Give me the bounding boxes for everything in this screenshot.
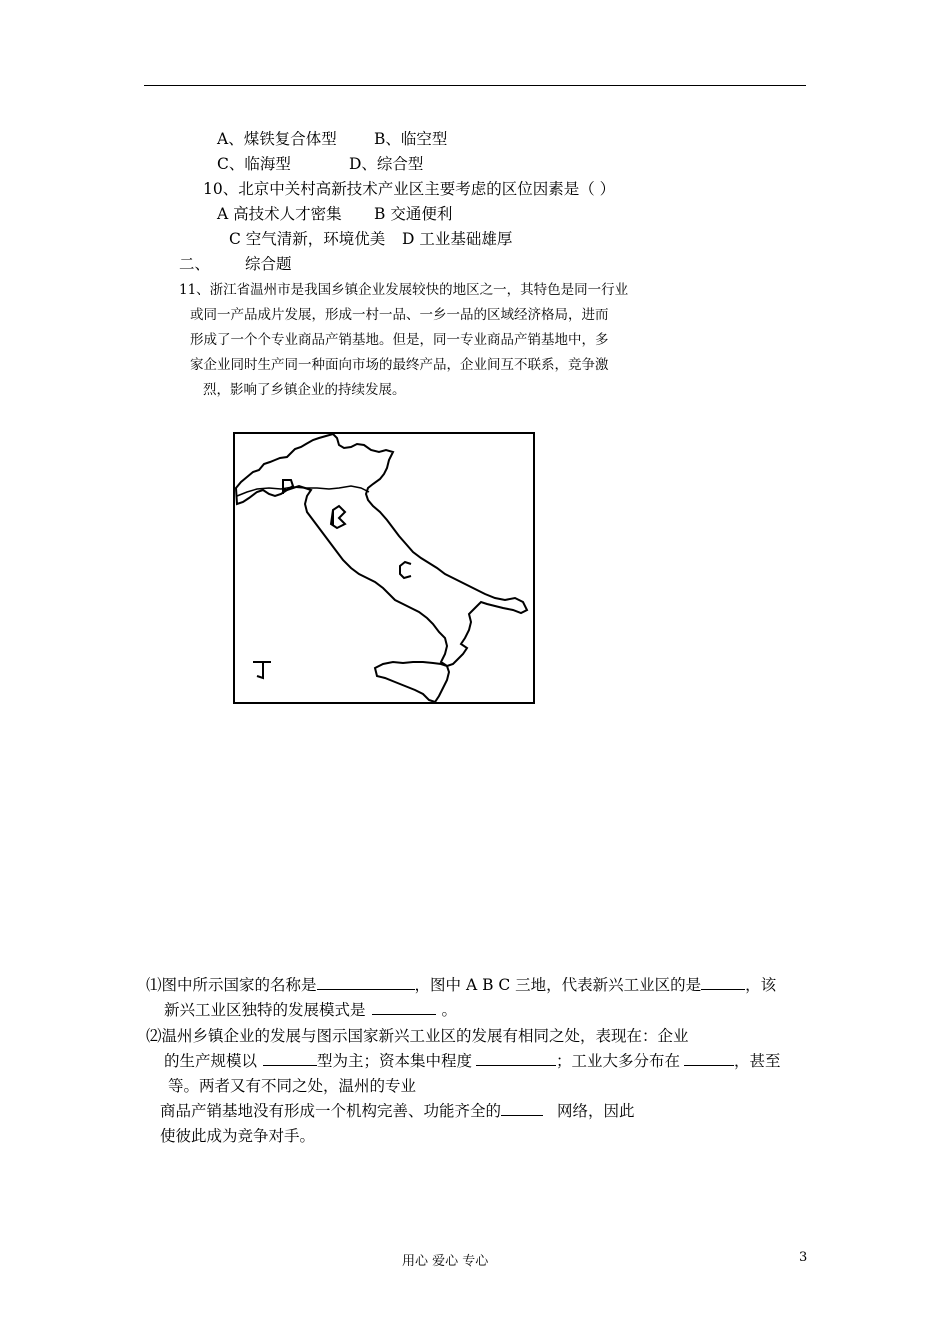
q10-option-d: D 工业基础雄厚: [402, 230, 513, 248]
q9-option-b: B、临空型: [374, 130, 448, 148]
q11-line-5: 烈，影响了乡镇企业的持续发展。: [203, 382, 406, 398]
q10-option-a: A 高技术人才密集: [217, 205, 342, 223]
q9-option-c: C、临海型: [217, 155, 291, 173]
sub2-line-2: [164, 1049, 781, 1071]
page-number: 3: [799, 1250, 808, 1265]
sub1-text-4: 新兴工业区独特的发展模式是: [164, 1001, 366, 1019]
italy-map: [233, 432, 535, 704]
sub1-line-2: [164, 998, 457, 1020]
q10-option-b: B 交通便利: [374, 205, 453, 223]
sub2-text-2b: 型为主；资本集中程度: [317, 1052, 473, 1070]
sub2-line-5: 使彼此成为竞争对手。: [160, 1127, 316, 1145]
answer-blank-model[interactable]: [372, 1000, 436, 1015]
answer-blank-capital[interactable]: [476, 1051, 556, 1066]
sub2-line-1: ⑵温州乡镇企业的发展与图示国家新兴工业区的发展有相同之处，表现在：企业: [146, 1027, 689, 1045]
sub1-text-5: 。: [441, 1001, 458, 1019]
sub2-text-4a: 商品产销基地没有形成一个机构完善、功能齐全的: [160, 1102, 502, 1120]
sub2-text-2c: ；工业大多分布在: [556, 1052, 681, 1070]
q10-stem: 10、北京中关村高新技术产业区主要考虑的区位因素是（ ）: [203, 180, 616, 198]
answer-blank-country[interactable]: [317, 975, 415, 990]
sub1-text-1: ⑴图中所示国家的名称是: [146, 976, 317, 994]
q11-line-4: 家企业同时生产同一种面向市场的最终产品，企业间互不联系，竞争激: [190, 357, 609, 373]
q11-line-1: 11、浙江省温州市是我国乡镇企业发展较快的地区之一，其特色是同一行业: [179, 282, 629, 298]
sub2-text-2d: ，甚至: [734, 1052, 781, 1070]
sub2-text-2a: 的生产规模以: [164, 1052, 258, 1070]
q10-option-c: C 空气清新，环境优美: [229, 230, 386, 248]
section-title: 综合题: [245, 255, 292, 273]
answer-blank-network[interactable]: [501, 1101, 543, 1116]
sub2-text-4b: 网络，因此: [557, 1102, 635, 1120]
sub2-line-4: [160, 1099, 635, 1121]
footer-motto: 用心 爱心 专心: [402, 1254, 489, 1269]
sub2-line-3: 等。两者又有不同之处，温州的专业: [168, 1077, 417, 1095]
sub1-text-2: ，图中 A B C 三地，代表新兴工业区的是: [414, 976, 702, 994]
sub1-text-3: ，该: [745, 976, 777, 994]
q9-option-a: A、煤铁复合体型: [217, 130, 337, 148]
section-number: 二、: [179, 255, 211, 273]
sub1-line-1: [146, 973, 776, 995]
q11-line-3: 形成了一个个专业商品产销基地。但是，同一专业商品产销基地中，多: [190, 332, 609, 348]
q9-option-d: D、综合型: [349, 155, 424, 173]
answer-blank-region[interactable]: [701, 975, 745, 990]
answer-blank-scale[interactable]: [263, 1051, 317, 1066]
answer-blank-location[interactable]: [684, 1051, 734, 1066]
header-rule: [144, 85, 806, 86]
q11-line-2: 或同一产品成片发展，形成一村一品、一乡一品的区域经济格局，进而: [190, 307, 609, 323]
